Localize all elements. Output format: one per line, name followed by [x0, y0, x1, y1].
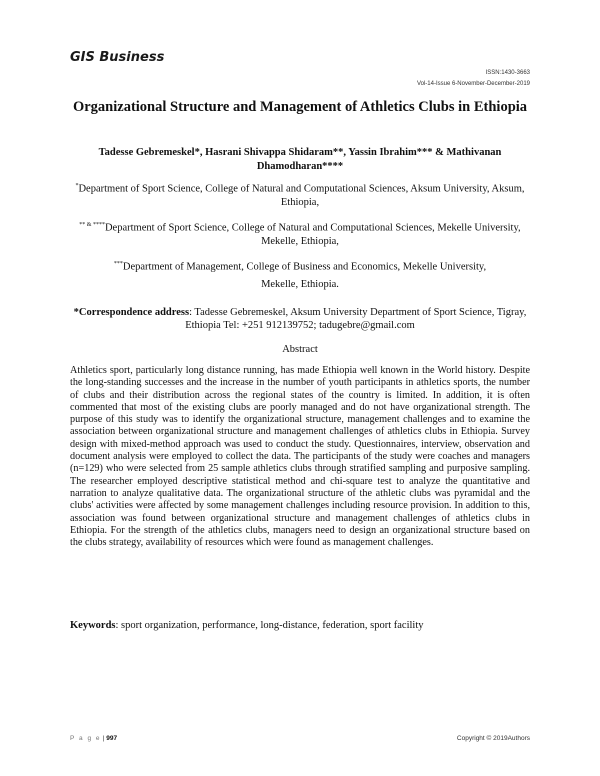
page-label: P a g e: [70, 735, 101, 742]
page-number: 997: [106, 735, 118, 742]
correspondence-label: *Correspondence address: [73, 307, 190, 318]
author-list: Tadesse Gebremeskel*, Hasrani Shivappa Shidaram**, Yassin Ibrahim*** & Mathivanan Dhamodharan****: [98, 147, 502, 172]
keywords-text: : sport organization, performance, long-distance, federation, sport facility: [115, 620, 424, 631]
correspondence-text: : Tadesse Gebremeskel, Aksum University Department of Sport Science, Tigray, Ethiopia Tel: +251 912139752; tadugebre@gmail.com: [185, 307, 527, 331]
issn: ISSN:1430-3663: [485, 70, 530, 76]
affiliation-text: Department of Sport Science, College of Natural and Computational Sciences, Aksum University, Aksum, Ethiopia,: [78, 183, 525, 208]
abstract-body: Athletics sport, particularly long distance running, has made Ethiopia well known in the World history. Despite the long-standing successes and the increase in the number of youth participants in athletics sports, the number of clubs and their distribution across the regional states of the country is limited. In addition, it is often commented that most of the existing clubs are poorly managed and do not have organizational strength. The purpose of this study was to identify the organizational structure, management challenges and to examine the association between organizational structure and management challenges of athletics clubs in Ethiopia. Survey design with mixed-method approach was used to conduct the study. Questionnaires, interview, observation and document analysis were employed to collect the data. The participants of the study were coaches and managers (n=129) who were selected from 25 sample athletics clubs through stratified sampling and purposive sampling. The researcher employed descriptive statistical method and chi-square test to analyze the quantitative and narration to analyze qualitative data. The organizational structure of the athletic clubs was pyramidal and the clubs' activities were affected by some management challenges including resource provision. In addition to this, association was found between organizational structure and management challenges of athletics clubs in Ethiopia. For the strength of the athletics clubs, managers need to design an organizational structure based on the clubs strategy, availability of resources which were found as management challenges.: [70, 365, 530, 549]
page-footer-number: P a g e | 997: [70, 735, 118, 742]
affiliation-city: Mekelle, Ethiopia.: [261, 279, 339, 290]
keywords: [70, 620, 530, 631]
volume-issue: Vol-14-Issue 6-November-December-2019: [416, 81, 530, 87]
paper-title: Organizational Structure and Management of Athletics Clubs in Ethiopia: [72, 99, 528, 115]
affiliation-text: Department of Management, College of Business and Economics, Mekelle University,: [122, 261, 487, 273]
affiliation-mark: ** & ****: [79, 222, 105, 228]
affiliation-mark: *: [75, 183, 79, 189]
affiliation-3: [70, 258, 530, 274]
correspondence: [70, 306, 530, 332]
affiliation-1: [70, 180, 530, 209]
copyright: Copyright © 2019Authors: [456, 735, 530, 742]
abstract-heading: Abstract: [282, 344, 318, 355]
affiliation-mark: ***: [113, 261, 123, 267]
affiliation-2: [70, 219, 530, 248]
affiliation-text: Department of Sport Science, College of Natural and Computational Sciences, Mekelle University, Mekelle, Ethiopia,: [104, 222, 521, 247]
journal-name: GIS Business: [70, 50, 165, 65]
keywords-label: Keywords: [70, 620, 116, 631]
